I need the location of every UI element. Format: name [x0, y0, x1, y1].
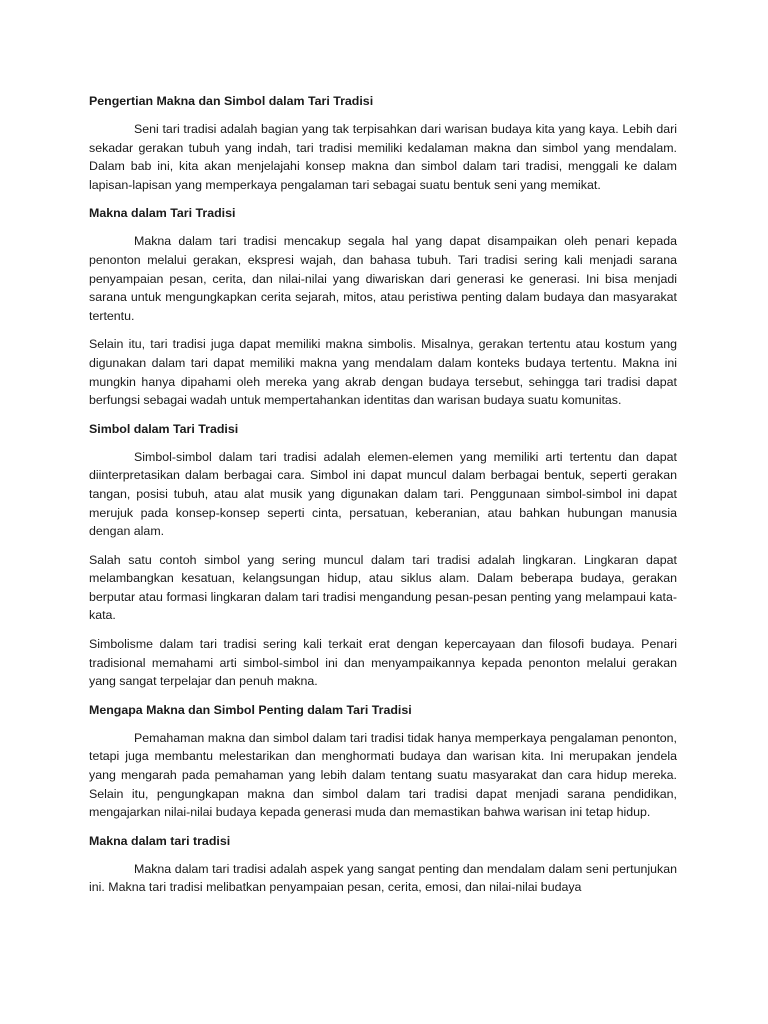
document-page [89, 92, 677, 907]
paragraph: Makna dalam tari tradisi mencakup segala hal yang dapat disampaikan oleh penari kepada penonton melalui gerakan, ekspresi wajah, dan bahasa tubuh. Tari tradisi sering kali menjadi sarana penyampaian pesan, cerita, dan nilai-nilai yang diwariskan dari generasi ke generasi. Ini bisa menjadi sarana untuk mengungkapkan cerita sejarah, mitos, atau peristiwa penting dalam budaya dan masyarakat tertentu. [89, 234, 677, 323]
section-mengapa [89, 701, 677, 822]
section-simbol [89, 420, 677, 691]
section-makna [89, 204, 677, 409]
paragraph: Selain itu, tari tradisi juga dapat memiliki makna simbolis. Misalnya, gerakan tertentu atau kostum yang digunakan dalam tari dapat memiliki makna yang mendalam dalam konteks budaya tertentu. Makna ini mungkin hanya dipahami oleh mereka yang akrab dengan budaya tersebut, sehingga tari tradisi dapat berfungsi sebagai wadah untuk mempertahankan identitas dan warisan budaya suatu komunitas. [89, 337, 677, 408]
paragraph: Pemahaman makna dan simbol dalam tari tradisi tidak hanya memperkaya pengalaman penonton, tetapi juga membantu melestarikan dan menghormati budaya dan warisan kita. Ini merupakan jendela yang mengarah pada pemahaman yang lebih dalam tentang suatu masyarakat dan cara hidup mereka. Selain itu, pengungkapan makna dan simbol dalam tari tradisi dapat menjadi sarana pendidikan, mengajarkan nilai-nilai budaya kepada generasi muda dan memastikan bahwa warisan ini tetap hidup. [89, 730, 677, 820]
paragraph: Salah satu contoh simbol yang sering muncul dalam tari tradisi adalah lingkaran. Lingkaran dapat melambangkan kesatuan, kelangsungan hidup, atau siklus alam. Dalam beberapa budaya, gerakan berputar atau formasi lingkaran dalam tari tradisi mengandung pesan-pesan penting yang melampaui kata-kata. [89, 552, 677, 623]
section-heading: Simbol dalam Tari Tradisi [89, 421, 239, 436]
section-heading: Mengapa Makna dan Simbol Penting dalam Tari Tradisi [89, 702, 412, 717]
section-heading: Makna dalam Tari Tradisi [89, 206, 236, 221]
paragraph: Makna dalam tari tradisi adalah aspek yang sangat penting dan mendalam dalam seni pertunjukan ini. Makna tari tradisi melibatkan penyampaian pesan, cerita, emosi, dan nilai-nilai budaya [89, 861, 677, 895]
section-heading: Makna dalam tari tradisi [89, 833, 231, 848]
paragraph: Seni tari tradisi adalah bagian yang tak terpisahkan dari warisan budaya kita yang kaya. Lebih dari sekadar gerakan tubuh yang indah, tari tradisi memiliki kedalaman makna dan simbol yang mendalam. Dalam bab ini, kita akan menjelajahi konsep makna dan simbol dalam tari tradisi, menggali ke dalam lapisan-lapisan yang memperkaya pengalaman tari sebagai suatu bentuk seni yang memikat. [89, 122, 677, 192]
section-heading: Pengertian Makna dan Simbol dalam Tari Tradisi [89, 94, 374, 108]
section-makna-lanjutan [89, 832, 677, 897]
section-pengertian [89, 92, 677, 194]
paragraph: Simbolisme dalam tari tradisi sering kali terkait erat dengan kepercayaan dan filosofi budaya. Penari tradisional memahami arti simbol-simbol ini dan menyampaikannya kepada penonton melalui gerakan yang sangat terpelajar dan penuh makna. [89, 637, 677, 689]
paragraph: Simbol-simbol dalam tari tradisi adalah elemen-elemen yang memiliki arti tertentu dan dapat diinterpretasikan dalam berbagai cara. Simbol ini dapat muncul dalam berbagai bentuk, seperti gerakan tangan, posisi tubuh, atau alat musik yang digunakan dalam tari. Penggunaan simbol-simbol ini dapat merujuk pada konsep-konsep seperti cinta, persatuan, keberanian, atau bahkan hubungan manusia dengan alam. [89, 449, 677, 539]
